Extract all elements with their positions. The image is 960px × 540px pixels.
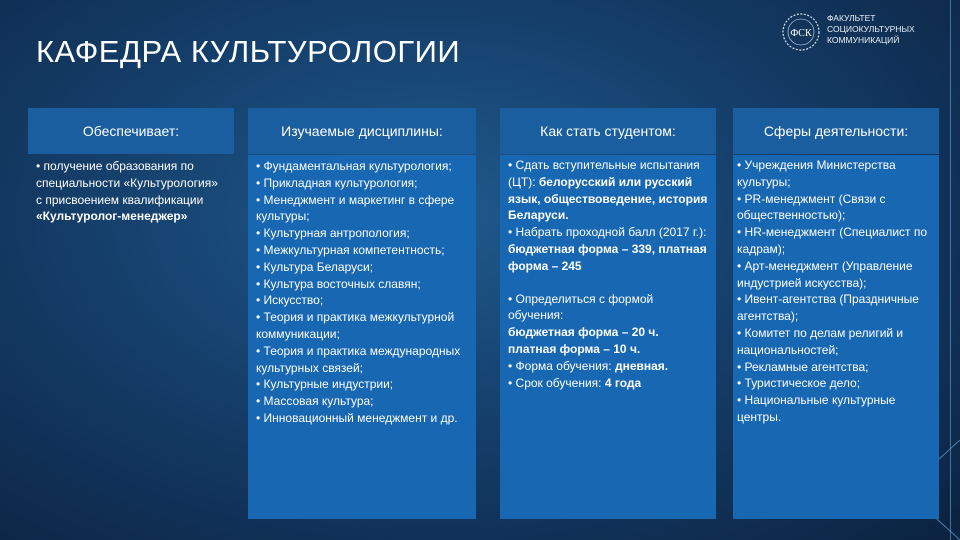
faculty-line-1: ФАКУЛЬТЕТ xyxy=(827,13,876,23)
admission-score: • Набрать проходной балл (2017 г.): бюджетная форма – 339, платная форма – 245 xyxy=(508,225,707,273)
list-item: • PR-менеджмент (Связи с общественностью); xyxy=(737,191,886,223)
list-item: • Массовая культура; xyxy=(256,394,374,409)
admission-paid: платная форма – 10 ч. xyxy=(508,341,641,356)
column-body-admission xyxy=(500,155,716,519)
column-text-provides xyxy=(36,158,226,225)
faculty-line-3: КОММУНИКАЦИЙ xyxy=(827,35,900,45)
list-item: • Культурные индустрии; xyxy=(256,377,394,392)
admission-budget: бюджетная форма – 20 ч. xyxy=(508,325,659,340)
faculty-line-2: СОЦИОКУЛЬТУРНЫХ xyxy=(827,24,915,34)
admission-duration: • Срок обучения: 4 года xyxy=(508,375,642,390)
list-item: • Менеджмент и маркетинг в сфере культуры; xyxy=(256,192,455,224)
column-header-disciplines: Изучаемые дисциплины: xyxy=(248,108,476,154)
admission-content xyxy=(508,155,708,391)
admission-exams: • Сдать вступительные испытания (ЦТ): белорусский или русский язык, обществоведение, история Беларуси. xyxy=(508,158,708,223)
list-item: • Туристическое дело; xyxy=(737,376,861,391)
page-title: КАФЕДРА КУЛЬТУРОЛОГИИ xyxy=(36,34,461,69)
list-item: • Теория и практика межкультурной коммуникации; xyxy=(256,310,455,341)
spheres-list xyxy=(737,155,935,426)
column-body-disciplines xyxy=(248,155,476,519)
faculty-logo xyxy=(781,12,821,52)
column-header-spheres: Сферы деятельности: xyxy=(733,108,939,154)
list-item: • Арт-менеджмент (Управление индустрией искусства); xyxy=(737,258,913,290)
list-item: • Культура Беларуси; xyxy=(256,259,374,274)
logo-text: ФСК xyxy=(790,28,812,39)
faculty-name xyxy=(827,13,947,46)
column-header-provides: Обеспечивает: xyxy=(28,108,234,154)
list-item: • Межкультурная компетентность; xyxy=(256,242,445,257)
list-item: • Искусство; xyxy=(256,293,324,308)
column-body-spheres xyxy=(733,155,939,519)
list-item: • Теория и практика международных культурных связей; xyxy=(256,343,461,375)
list-item: • Прикладная культурология; xyxy=(256,175,418,190)
list-item: • Фундаментальная культурология; xyxy=(256,159,452,173)
column-header-admission: Как стать студентом: xyxy=(500,108,716,154)
admission-study-form: • Форма обучения: дневная. xyxy=(508,358,669,373)
list-item: • Ивент-агентства (Праздничные агентства); xyxy=(737,292,919,324)
disciplines-list xyxy=(256,155,468,427)
provides-text: • получение образования по специальности «Культурология» с присвоением квалификации xyxy=(36,159,218,207)
list-item: • HR-менеджмент (Специалист по кадрам); xyxy=(737,225,928,256)
list-item: • Учреждения Министерства культуры; xyxy=(737,158,896,189)
provides-qualification: «Культуролог-менеджер» xyxy=(36,209,188,224)
list-item: • Комитет по делам религий и национальностей; xyxy=(737,325,904,357)
list-item: • Культура восточных славян; xyxy=(256,276,421,291)
admission-form: • Определиться с формой обучения: xyxy=(508,291,654,323)
list-item: • Культурная антропология; xyxy=(256,226,410,241)
list-item: • Национальные культурные центры. xyxy=(737,393,896,424)
list-item: • Рекламные агентства; xyxy=(737,359,869,374)
list-item: • Инновационный менеджмент и др. xyxy=(256,410,458,425)
